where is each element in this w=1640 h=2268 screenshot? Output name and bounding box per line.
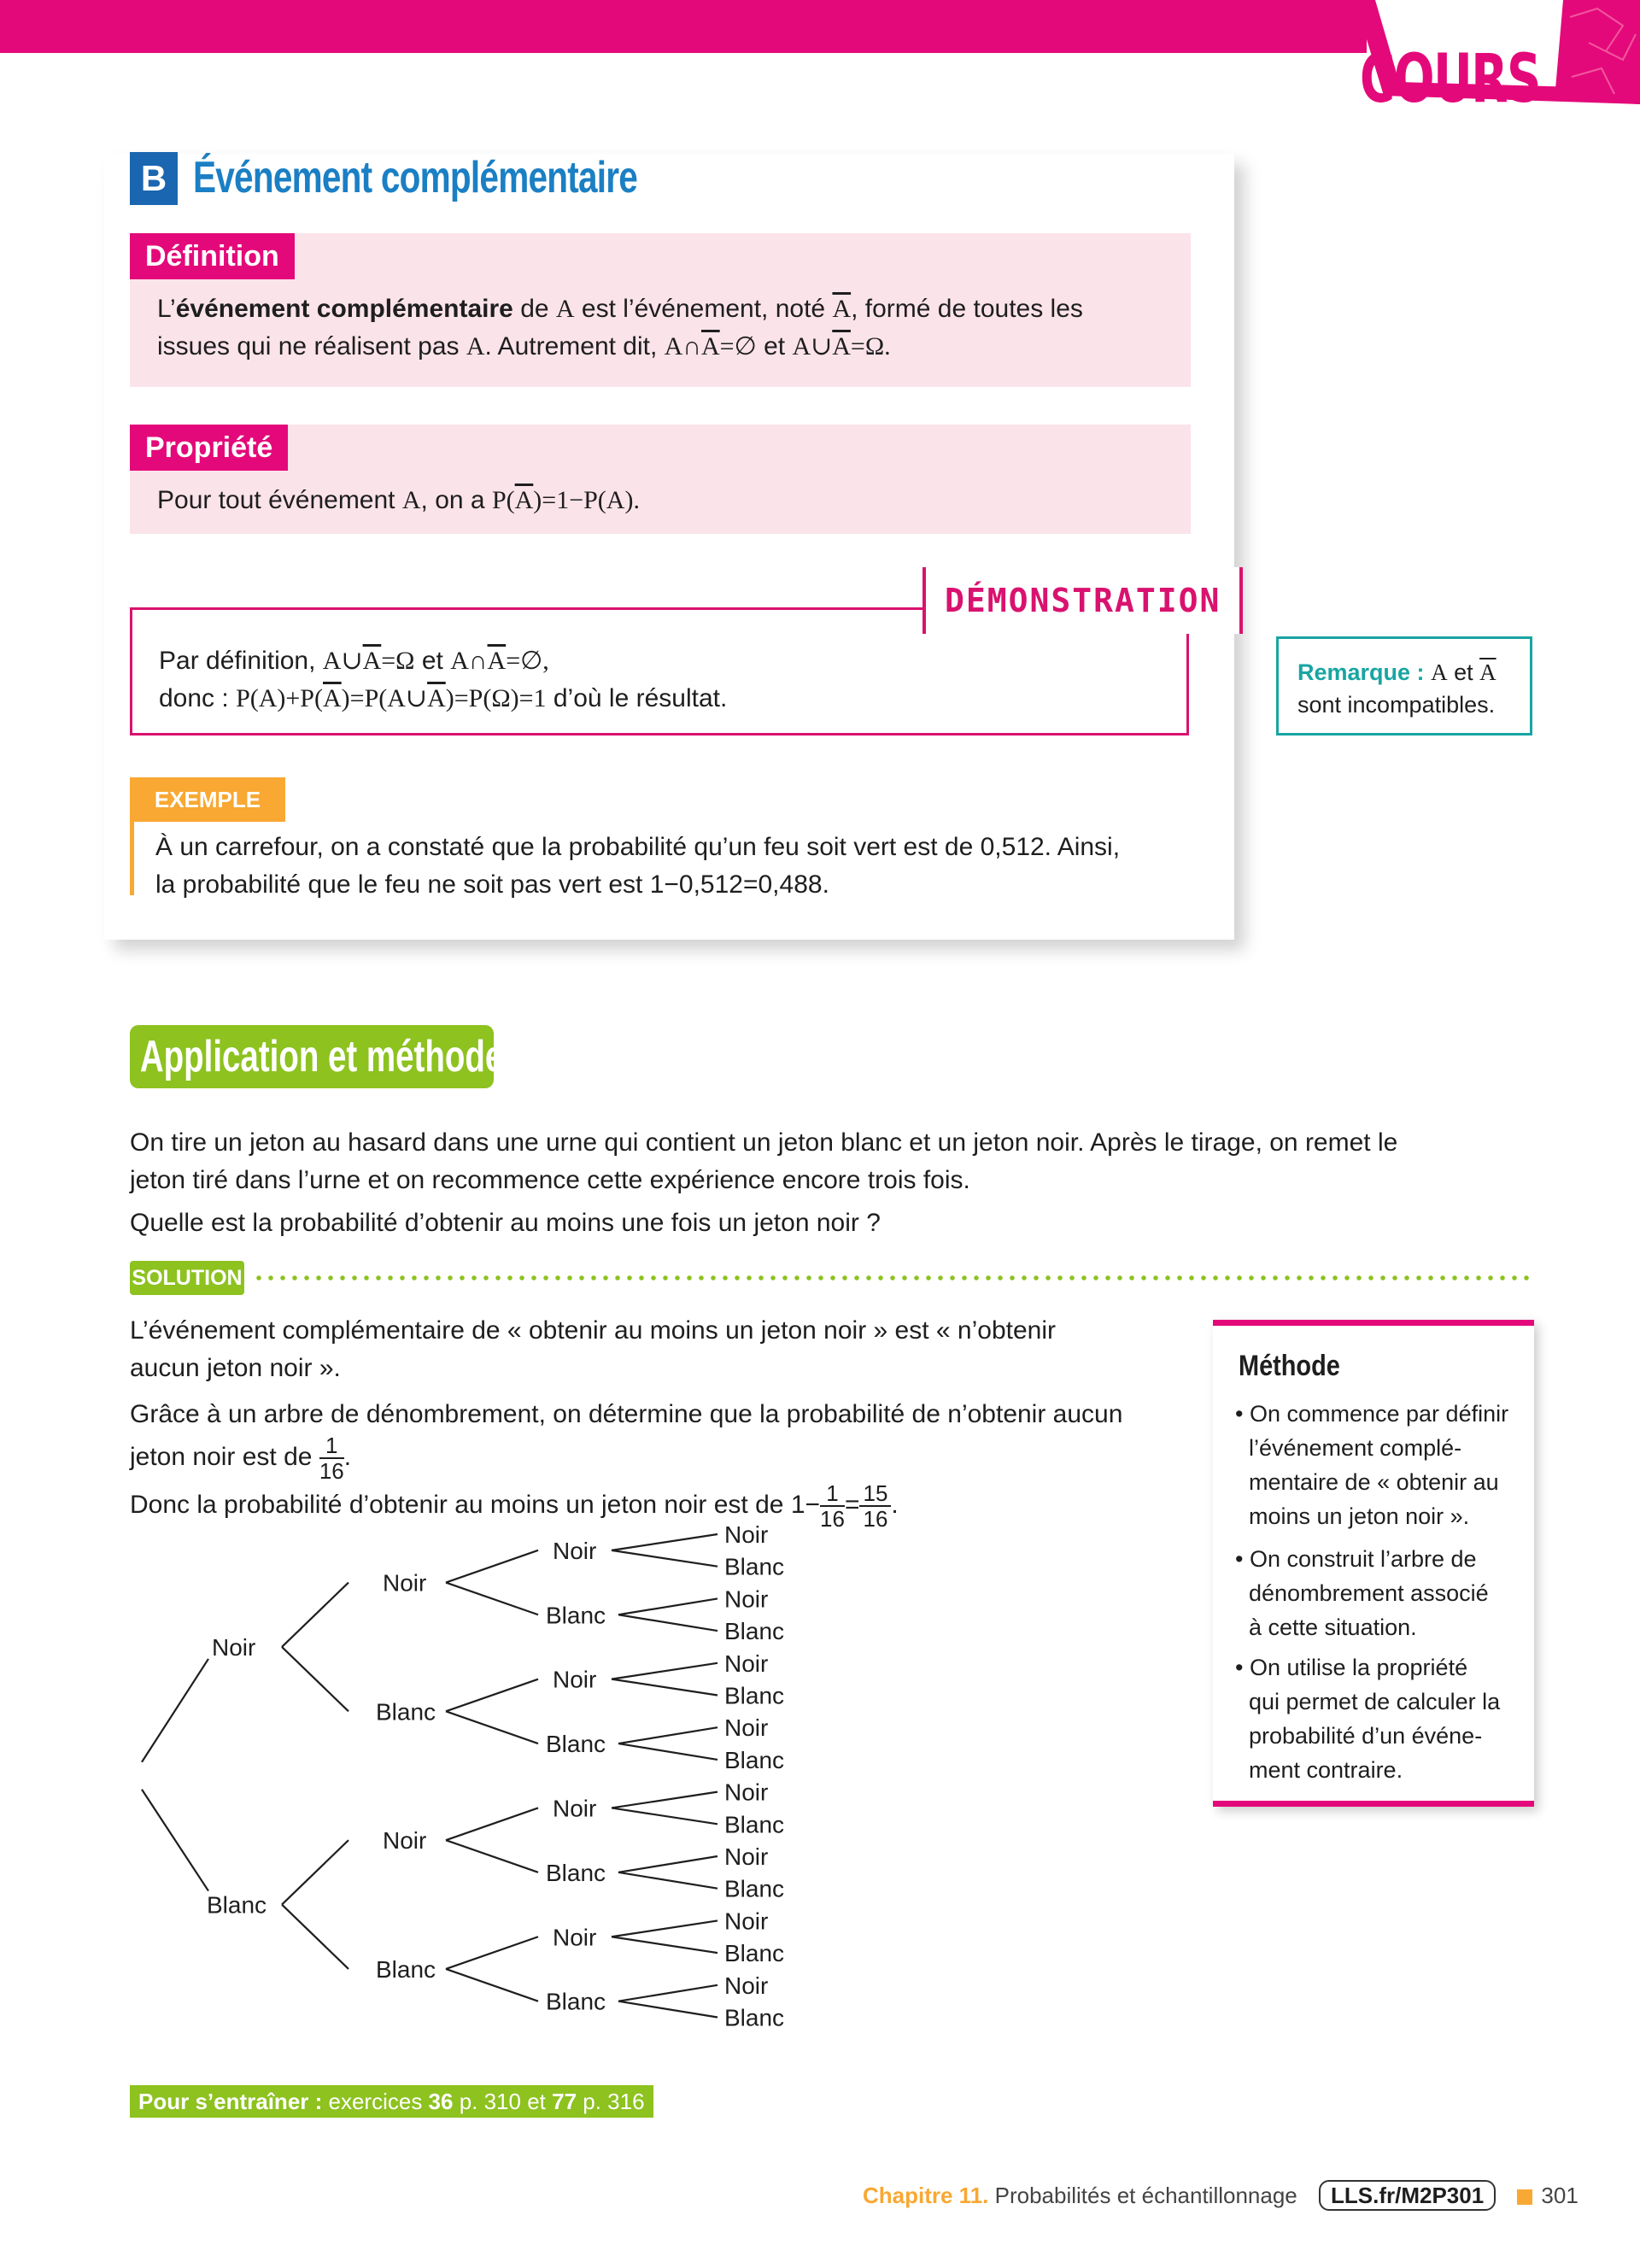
tree-node-l2: Blanc — [376, 1698, 436, 1726]
tree-leaf: Blanc — [724, 1746, 785, 1773]
tree-node-l1: Noir — [212, 1633, 256, 1661]
tree-leaf: Noir — [724, 1972, 769, 1999]
tree-leaf: Blanc — [724, 1618, 785, 1645]
method-title: Méthode — [1239, 1350, 1340, 1382]
fraction-15-16: $\frac{15}{16}$ — [859, 1481, 891, 1531]
remark-line-1: Remarque : A et $\overline{A}$ — [1297, 659, 1496, 685]
tree-leaf: Blanc — [724, 1682, 785, 1709]
tree-branch-l3 — [446, 1969, 538, 2001]
tree-branch-l2 — [282, 1840, 348, 1904]
tree-branch-l4 — [618, 1598, 718, 1615]
solution-p2-line-1: Grâce à un arbre de dénombrement, on détermine que la probabilité de n’obtenir aucun — [130, 1400, 1123, 1428]
tree-node-l3: Noir — [553, 1537, 597, 1564]
example-bar — [130, 822, 134, 895]
tree-leaf: Noir — [724, 1714, 769, 1742]
tree-branch-l4 — [618, 2001, 718, 2018]
property-text: Pour tout événement A, on a $P(\overline{A})=1-P(A)$. — [157, 486, 640, 514]
question-line-1: On tire un jeton au hasard dans une urne qui contient un jeton blanc et un jeton noir. Après le tirage, on remet le — [130, 1128, 1398, 1157]
fraction-1-16: $\frac{1}{16}$ — [319, 1433, 344, 1484]
tree-node-l2: Noir — [383, 1827, 427, 1855]
page-number: 301 — [1541, 2183, 1578, 2208]
solution-divider — [253, 1275, 1534, 1281]
tree-node-l3: Noir — [553, 1666, 597, 1693]
tree-node-l3: Blanc — [546, 1859, 606, 1886]
tree-leaf: Blanc — [724, 1940, 785, 1967]
tree-branch-l1 — [142, 1659, 208, 1762]
definition-label: Définition — [130, 233, 295, 279]
demonstration-line-2: donc : $P(A)+P(\overline{A})=P(A\cup\overline{A})=P(\Omega)=1$ d’où le résultat. — [159, 684, 728, 712]
example-line-1: À un carrefour, on a constaté que la probabilité qu’un feu soit vert est de 0,512. Ainsi, — [155, 833, 1121, 861]
tree-leaf: Blanc — [724, 1811, 785, 1838]
solution-p1-line-1: L’événement complémentaire de « obtenir au moins un jeton noir » est « n’obtenir — [130, 1316, 1056, 1345]
tree-leaf: Noir — [724, 1843, 769, 1870]
tree-node-l2: Blanc — [376, 1955, 436, 1983]
tree-leaf: Noir — [724, 1779, 769, 1806]
tree-branch-l3 — [446, 1550, 538, 1583]
tree-leaf: Blanc — [724, 1553, 785, 1580]
tree-leaf: Noir — [724, 1585, 769, 1613]
tree-branch-l4 — [612, 1550, 718, 1567]
example-label: EXEMPLE — [130, 777, 285, 822]
tree-branch-l4 — [618, 1615, 718, 1631]
tree-leaf: Blanc — [724, 1875, 785, 1902]
tree-branch-l4 — [612, 1792, 718, 1808]
tree-branch-l1 — [142, 1790, 208, 1891]
tree-node-l2: Noir — [383, 1569, 427, 1597]
tree-branch-l4 — [612, 1937, 718, 1953]
tree-branch-l4 — [612, 1808, 718, 1824]
tree-node-l3: Blanc — [546, 1731, 606, 1758]
tree-branch-l3 — [446, 1808, 538, 1840]
application-question — [130, 1124, 1548, 1242]
tree-node-l3: Noir — [553, 1795, 597, 1822]
method-item-1: • On commence par définir l’événement complé- mentaire de « obtenir au moins un jeton noir ». — [1235, 1401, 1509, 1529]
demonstration-line-1: Par définition, $A\cup\overline{A}=\Omega$ et $A\cap\overline{A}=\emptyset$, — [159, 647, 549, 675]
footer-chapter: Chapitre 11. — [863, 2183, 989, 2208]
solution-p1-line-2: aucun jeton noir ». — [130, 1354, 341, 1382]
tree-branch-l4 — [618, 1985, 718, 2001]
footer-link[interactable]: LLS.fr/M2P301 — [1319, 2180, 1496, 2211]
question-line-3: Quelle est la probabilité d’obtenir au moins une fois un jeton noir ? — [130, 1209, 881, 1237]
definition-line-1: L’événement complémentaire de A est l’événement, noté $\overline{A}$, formé de toutes les — [157, 295, 1083, 323]
tree-branch-l3 — [446, 1679, 538, 1712]
training-banner[interactable]: Pour s’entraîner : exercices 36 p. 310 et 77 p. 316 — [130, 2085, 653, 2118]
definition-line-2: issues qui ne réalisent pas A. Autrement dit, $A\cap\overline{A}=\emptyset$ et $A\cup\overline{A}=\Omega$. — [157, 332, 891, 360]
demonstration-label: DÉMONSTRATION — [922, 567, 1243, 634]
demonstration-text — [159, 642, 1167, 718]
tree-branch-l4 — [612, 1663, 718, 1679]
fraction-1-16-b: $\frac{1}{16}$ — [820, 1480, 845, 1532]
tree-node-l3: Noir — [553, 1924, 597, 1951]
tree-branch-l4 — [618, 1743, 718, 1760]
solution-p3: Donc la probabilité d’obtenir au moins un jeton noir est de 1− $\frac{1}{16}=$ $\frac{15}{16}$. — [130, 1480, 899, 1532]
application-title: Application et méthode — [130, 1025, 494, 1088]
section-title: Événement complémentaire — [193, 153, 638, 202]
footer-square-icon — [1517, 2189, 1532, 2205]
tree-branch-l3 — [446, 1583, 538, 1615]
tree-node-l3: Blanc — [546, 1988, 606, 2015]
tree-leaf: Noir — [724, 1521, 769, 1548]
property-label: Propriété — [130, 425, 288, 471]
question-line-2: jeton tiré dans l’urne et on recommence cette expérience encore trois fois. — [130, 1166, 970, 1194]
tree-branch-l3 — [446, 1840, 538, 1872]
solution-label: SOLUTION — [130, 1261, 244, 1295]
tree-branch-l4 — [612, 1679, 718, 1696]
method-item-3: • On utilise la propriété qui permet de calculer la probabilité d’un événe- ment contraire. — [1235, 1655, 1501, 1783]
footer — [863, 2178, 1578, 2212]
tree-branch-l2 — [282, 1647, 348, 1711]
example-text — [155, 829, 1198, 904]
example-line-2: la probabilité que le feu ne soit pas vert est 1−0,512=0,488. — [155, 870, 829, 899]
cours-label: COURS — [1360, 41, 1541, 118]
tree-node-l1: Blanc — [207, 1891, 267, 1919]
remark-line-2: sont incompatibles. — [1297, 692, 1496, 718]
tree-leaf: Noir — [724, 1908, 769, 1935]
tree-branch-l2 — [282, 1583, 348, 1647]
method-item-2: • On construit l’arbre de dénombrement associé à cette situation. — [1235, 1546, 1489, 1640]
counting-tree — [120, 1521, 803, 2050]
tree-leaf: Noir — [724, 1650, 769, 1677]
tree-branch-l4 — [618, 1856, 718, 1872]
tree-branch-l3 — [446, 1711, 538, 1743]
tree-branch-l3 — [446, 1937, 538, 1969]
tree-branch-l4 — [612, 1534, 718, 1550]
section-letter: B — [130, 152, 178, 205]
footer-chapter-title: Probabilités et échantillonnage — [988, 2183, 1297, 2208]
tree-branch-l4 — [612, 1920, 718, 1937]
tree-leaf: Blanc — [724, 2004, 785, 2031]
header-bar — [0, 0, 1367, 53]
definition-text — [157, 290, 1182, 366]
solution-text — [130, 1312, 1206, 1532]
tree-branch-l4 — [618, 1727, 718, 1743]
tree-branch-l2 — [282, 1905, 348, 1969]
tree-node-l3: Blanc — [546, 1602, 606, 1629]
remark-box — [1276, 636, 1532, 735]
solution-p2-line-2: jeton noir est de $\frac{1}{16}$. — [130, 1433, 352, 1484]
tree-branch-l4 — [618, 1872, 718, 1889]
